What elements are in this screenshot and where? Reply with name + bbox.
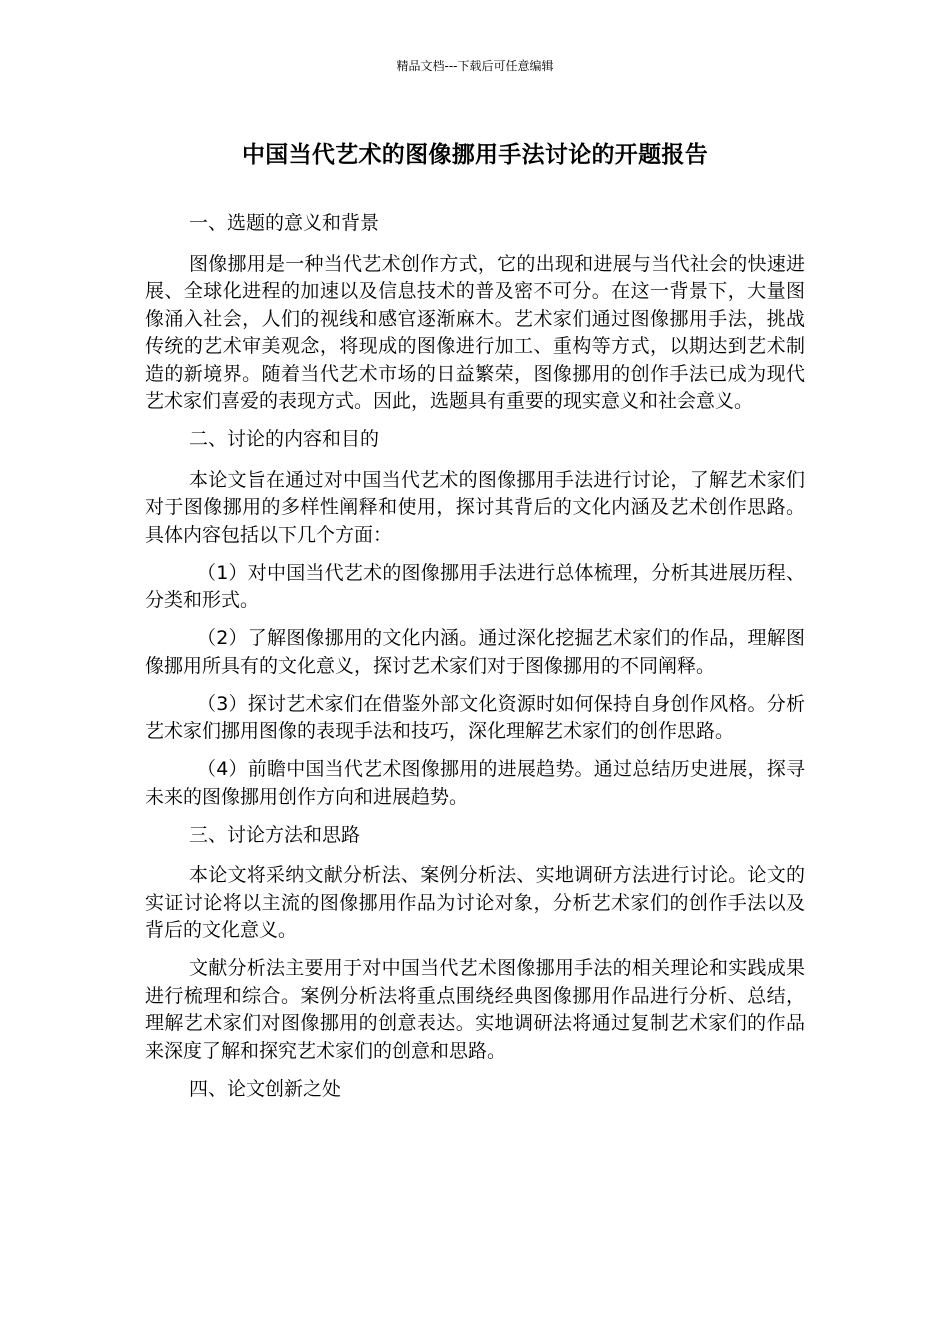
page-header-watermark: 精品文档---下载后可任意编辑 xyxy=(396,59,554,73)
paragraph-methods-2: 文献分析法主要用于对中国当代艺术图像挪用手法的相关理论和实践成果进行梳理和综合。案例分析法将重点围绕经典图像挪用作品进行分析、总结，理解艺术家们对图像挪用的创意表达。实地调研法将通过复制艺术家们的作品来深度了解和探究艺术家们的创意和思路。 xyxy=(145,957,805,1062)
list-item-4: （4）前瞻中国当代艺术图像挪用的进展趋势。通过总结历史进展，探寻未来的图像挪用创作方向和进展趋势。 xyxy=(145,758,805,808)
section-heading-methods: 三、讨论方法和思路 xyxy=(189,823,361,846)
document-title: 中国当代艺术的图像挪用手法讨论的开题报告 xyxy=(242,142,708,168)
section-heading-innovation: 四、论文创新之处 xyxy=(189,1077,342,1100)
paragraph-significance: 图像挪用是一种当代艺术创作方式，它的出现和进展与当代社会的快速进展、全球化进程的加速以及信息技术的普及密不可分。在这一背景下，大量图像涌入社会，人们的视线和感官逐渐麻木。艺术家们通过图像挪用手法，挑战传统的艺术审美观念，将现成的图像进行加工、重构等方式，以期达到艺术制造的新境界。随着当代艺术市场的日益繁荣，图像挪用的创作手法已成为现代艺术家们喜爱的表现方式。因此，选题具有重要的现实意义和社会意义。 xyxy=(145,252,805,412)
section-heading-significance: 一、选题的意义和背景 xyxy=(189,212,380,234)
list-item-1: （1）对中国当代艺术的图像挪用手法进行总体梳理，分析其进展历程、分类和形式。 xyxy=(145,561,805,611)
list-item-2: （2）了解图像挪用的文化内涵。通过深化挖掘艺术家们的作品，理解图像挪用所具有的文化意义，探讨艺术家们对于图像挪用的不同阐释。 xyxy=(145,627,805,677)
section-heading-content: 二、讨论的内容和目的 xyxy=(189,428,380,450)
paragraph-methods-1: 本论文将采纳文献分析法、案例分析法、实地调研方法进行讨论。论文的实证讨论将以主流的图像挪用作品为讨论对象，分析艺术家们的创作手法以及背后的文化意义。 xyxy=(145,864,805,941)
document-body xyxy=(145,210,805,1116)
paragraph-content-intro: 本论文旨在通过对中国当代艺术的图像挪用手法进行讨论，了解艺术家们对于图像挪用的多样性阐释和使用，探讨其背后的文化内涵及艺术创作思路。具体内容包括以下几个方面： xyxy=(145,468,805,546)
list-item-3: （3）探讨艺术家们在借鉴外部文化资源时如何保持自身创作风格。分析艺术家们挪用图像的表现手法和技巧，深化理解艺术家们的创作思路。 xyxy=(145,692,805,742)
